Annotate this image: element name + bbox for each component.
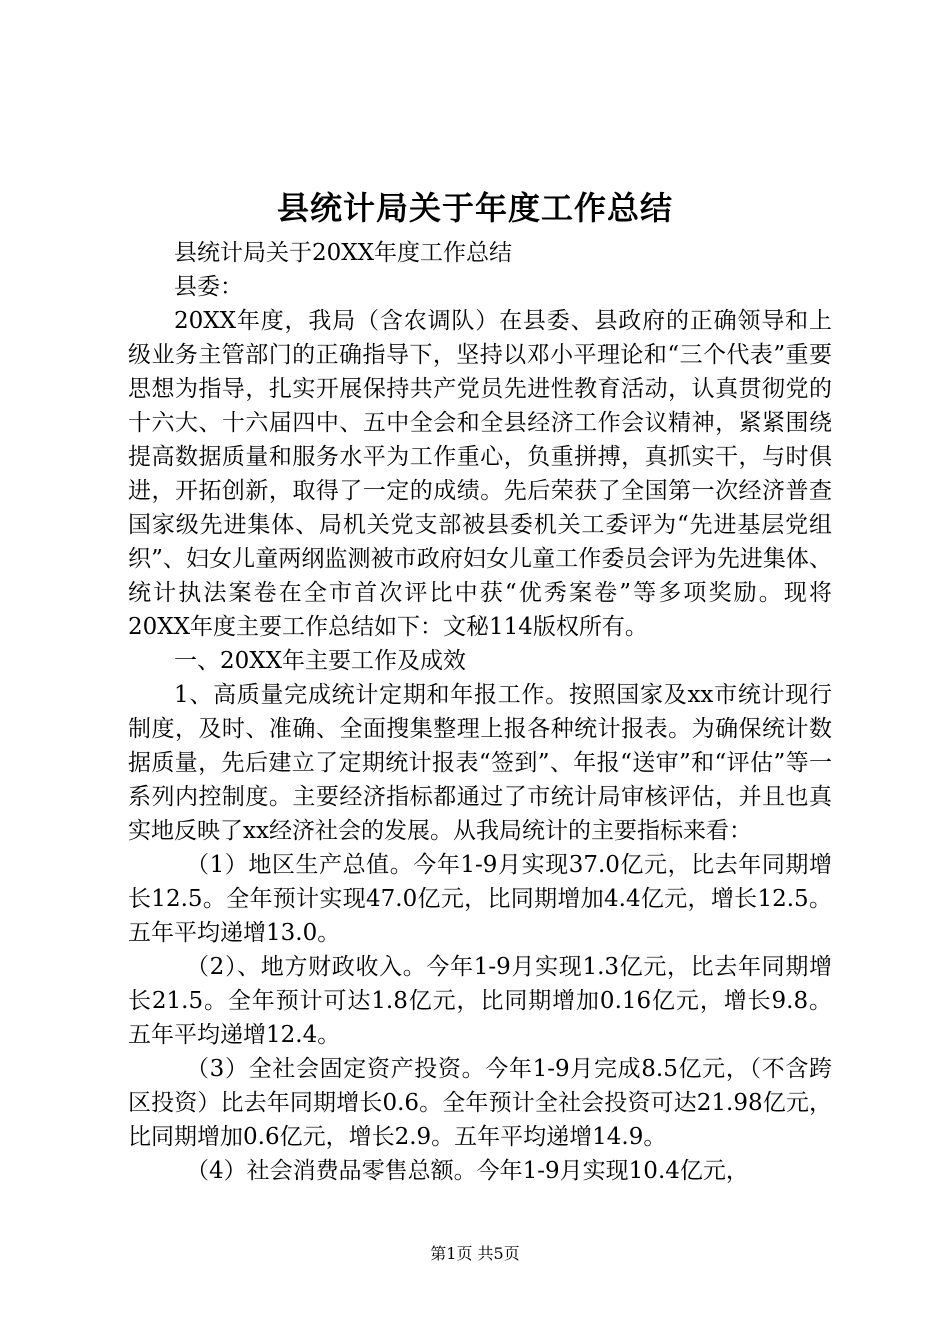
salutation: 县委： [174,274,243,300]
document-body [128,236,832,1188]
document-title: 县统计局关于年度工作总结 [276,189,673,227]
section-heading: 一、20XX年主要工作及成效 [174,648,467,674]
indicator-gdp: （1）地区生产总值。今年1-9月实现37.0亿元，比去年同期增长12.5。全年预计实现47.0亿元，比同期增加4.4亿元，增长12.5。五年平均递增13.0。 [128,852,832,946]
item-paragraph: 1、高质量完成统计定期和年报工作。按照国家及xx市统计现行制度，及时、准确、全面搜集整理上报各种统计报表。为确保统计数据质量，先后建立了定期统计报表“签到”、年报“送审”和“评估”等一系列内控制度。主要经济指标都通过了市统计局审核评估，并且也真实地反映了xx经济社会的发展。从我局统计的主要指标来看： [128,682,832,844]
indicator-fixed-investment: （3）全社会固定资产投资。今年1-9月完成8.5亿元，（不含跨区投资）比去年同期增长0.6。全年预计全社会投资可达21.98亿元，比同期增加0.6亿元，增长2.9。五年平均递增14.9。 [128,1056,832,1150]
indicator-fiscal-revenue: （2）、地方财政收入。今年1-9月实现1.3亿元，比去年同期增长21.5。全年预计可达1.8亿元，比同期增加0.16亿元，增长9.8。五年平均递增12.4。 [128,954,832,1048]
page-number: 第1页 共5页 [430,1244,520,1263]
intro-paragraph: 20XX年度，我局（含农调队）在县委、县政府的正确领导和上级业务主管部门的正确指导下，坚持以邓小平理论和“三个代表”重要思想为指导，扎实开展保持共产党员先进性教育活动，认真贯彻党的十六大、十六届四中、五中全会和全县经济工作会议精神，紧紧围绕提高数据质量和服务水平为工作重心，负重拼搏，真抓实干，与时俱进，开拓创新，取得了一定的成绩。先后荣获了全国第一次经济普查国家级先进集体、局机关党支部被县委机关工委评为“先进基层党组织”、妇女儿童两纲监测被市政府妇女儿童工作委员会评为先进集体、统计执法案卷在全市首次评比中获“优秀案卷”等多项奖励。现将20XX年度主要工作总结如下：文秘114版权所有。 [128,308,832,640]
document-heading-line: 县统计局关于20XX年度工作总结 [174,240,513,266]
indicator-retail-sales: （4）社会消费品零售总额。今年1-9月实现10.4亿元， [186,1158,749,1184]
